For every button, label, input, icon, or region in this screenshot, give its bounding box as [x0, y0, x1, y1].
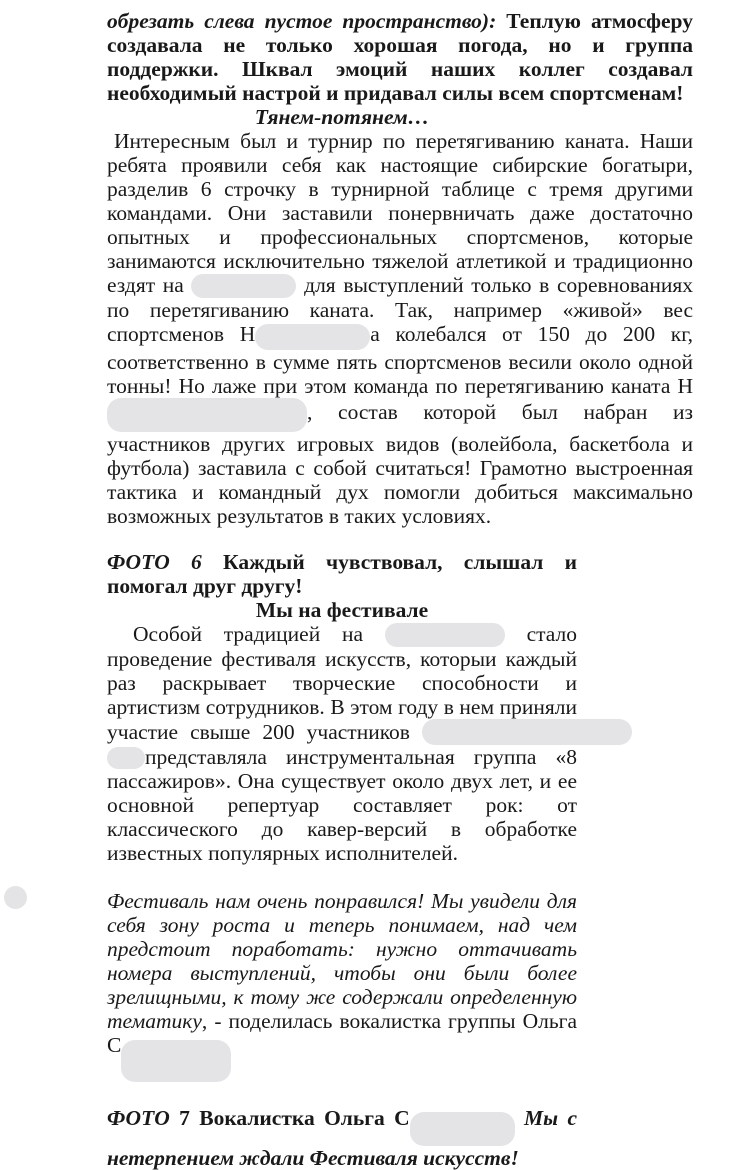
redaction-dot: [4, 886, 27, 909]
text-run: Тянем-потянем…: [254, 105, 430, 129]
photo-6-caption: [107, 550, 577, 598]
redaction-blob: [410, 1112, 515, 1146]
paragraph-opening-bold: [107, 9, 693, 105]
heading-tyanem-potyanem: [107, 105, 577, 129]
redaction-blob: [385, 623, 505, 647]
redaction-blob: [121, 1040, 231, 1082]
text-run: Мы на фестивале: [255, 598, 429, 622]
heading-festival: [107, 598, 577, 622]
text-run: стало проведение фестиваля искусств, которыи каждый раз раскрывает творческие способности и артистизм сотрудников. В этом году в нем приняли участие свыше 200 участников: [107, 622, 577, 744]
text-run: Мы с нетерпением ждали Фестиваля искусств!: [107, 1106, 577, 1170]
text-run: представляла инструментальная группа «8 пассажиров». Она существует около двух лет, и ее основной репертуар составляет рок: от классического до кавер-версий в обработке известных популярных исполнителей.: [107, 745, 577, 865]
text-run: Особой традицией на: [133, 622, 385, 646]
text-run: а колебался от 150 до 200 кг, соответственно в сумме пять спортсменов весили около одной тонны! Но лаже при этом команда по перетягиванию каната Н: [107, 322, 693, 398]
text-run: 7 Вокалистка Ольга С: [179, 1106, 410, 1130]
paragraph-tug-of-war: [107, 129, 693, 528]
text-run: Интересным был и турнир по перетягиванию каната. Наши ребята проявили себя как настоящие сибирские богатыри, разделив 6 строчку в турнирной таблице с тремя другими командами. Они заставили понервничать даже достаточно опытных и профессиональных спортсменов, которые занимаются исключительно тяжелой атлетикой и традиционно ездят на: [107, 129, 693, 297]
text-run: ФОТО 6: [107, 550, 224, 574]
text-run: для выступлений только в соревнованиях по перетягиванию каната. Так, например «живой» вес спортсменов Н: [107, 273, 693, 346]
redaction-blob: [107, 747, 145, 769]
redaction-blob: [107, 398, 307, 432]
paragraph-festival: [107, 622, 577, 865]
photo-7-caption: [107, 1106, 577, 1170]
paragraph-vocalist-quote: [107, 889, 577, 1082]
text-run: обрезать слева пустое пространство):: [107, 9, 507, 33]
redaction-blob: [191, 274, 296, 298]
text-run: , состав которой был набран из участников других игровых видов (волейбола, баскетбола и футбола) заставила с собой считаться! Грамотно выстроенная тактика и командный дух помогли добиться максимально возможных результатов в таких условиях.: [107, 400, 693, 528]
text-run: Теплую атмосферу создавала не только хорошая погода, но и группа поддержки. Шквал эмоций наших коллег создавал необходимый настрой и придавал силы всем спортсменам!: [107, 9, 693, 105]
redaction-blob: [255, 324, 370, 350]
redaction-blob: [422, 719, 632, 745]
text-run: Каждый чувствовал, слышал и помогал друг другу!: [107, 550, 577, 598]
text-run: , - поделилась вокалистка группы Ольга С: [107, 1009, 577, 1057]
text-run: Фестиваль нам очень понравился! Мы увидели для себя зону роста и теперь понимаем, над чем предстоит поработать: нужно оттачивать номера выступлений, чтобы они были более зрелищными, к тому же содержали определенную тематику: [107, 889, 577, 1033]
text-run: ФОТО: [107, 1106, 180, 1130]
